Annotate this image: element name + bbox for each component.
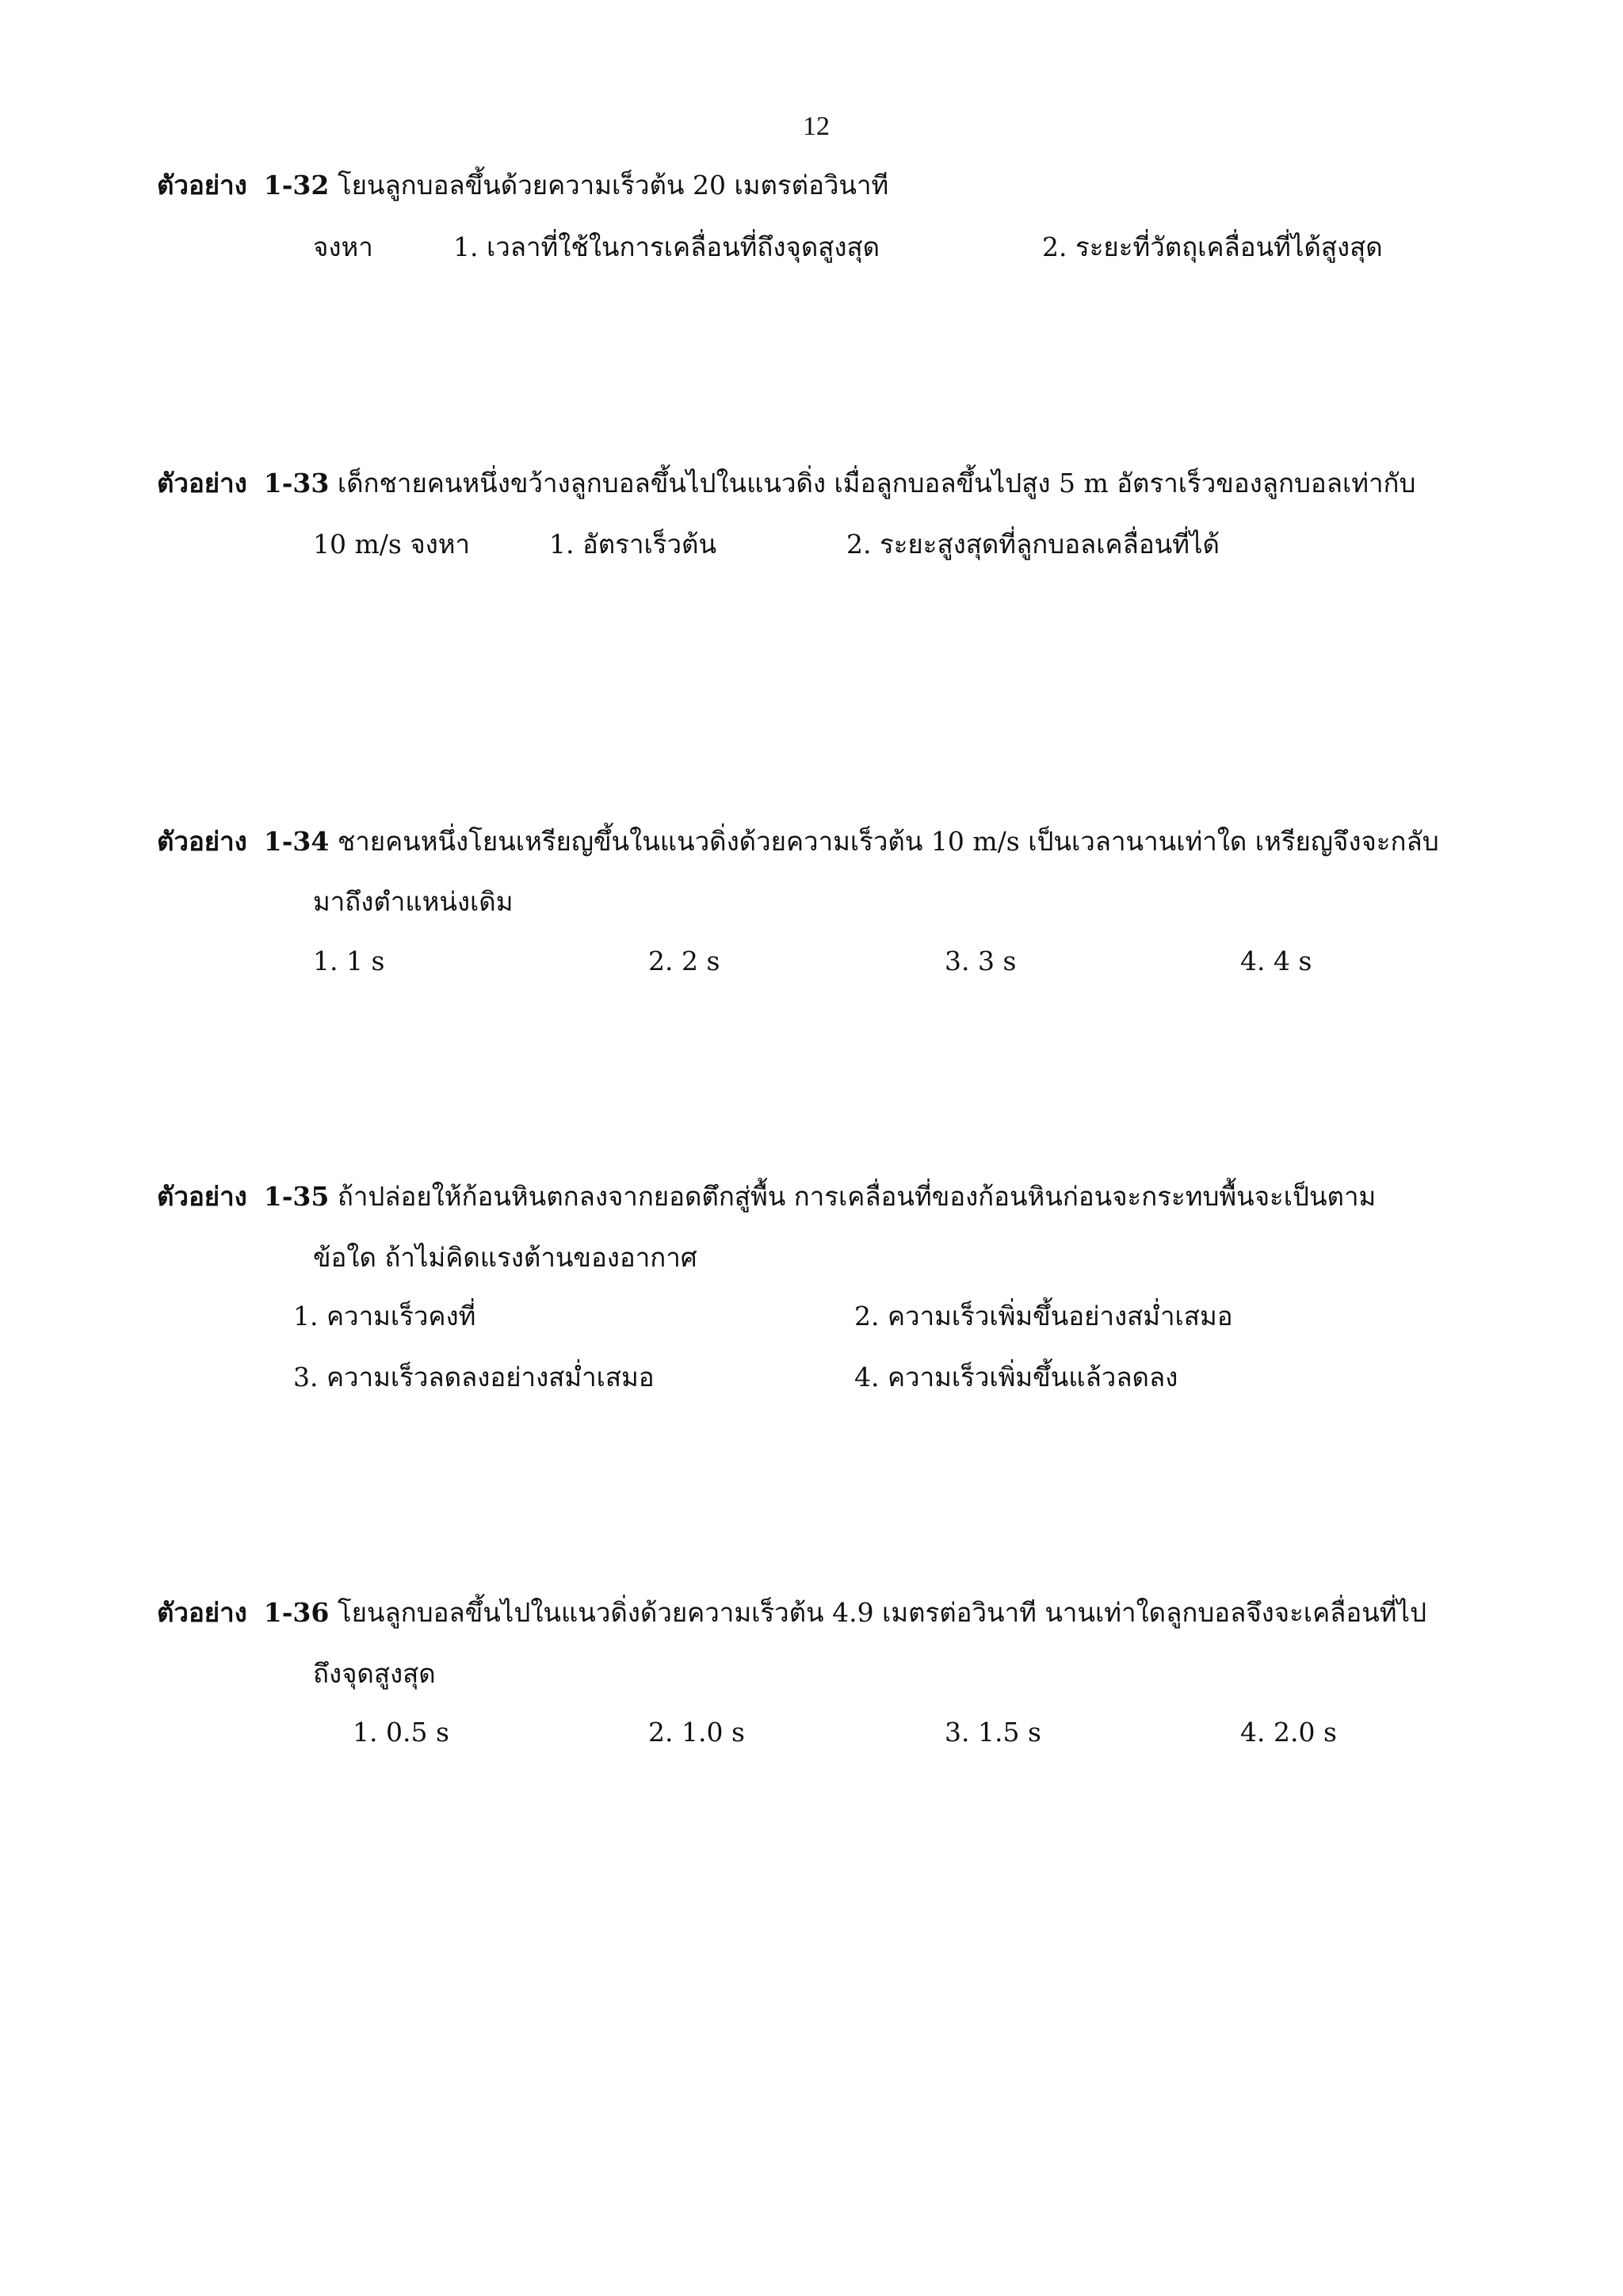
choice-2: 2. 2 s <box>648 946 720 976</box>
question-continuation: มาถึงตำแหน่งเดิม <box>313 886 514 917</box>
question-continuation: ข้อใด ถ้าไม่คิดแรงต้านของอากาศ <box>313 1242 697 1273</box>
example-number: 1-32 <box>263 170 330 201</box>
example-label: ตัวอย่าง <box>157 468 247 499</box>
example-number: 1-36 <box>263 1597 330 1628</box>
example-1-34-question <box>157 826 1439 858</box>
choice-3: 3. ความเร็วลดลงอย่างสม่ำเสมอ <box>293 1362 655 1392</box>
question-continuation: 10 m/s จงหา <box>313 529 471 560</box>
find-item-2: 2. ระยะที่วัตถุเคลื่อนที่ได้สูงสุด <box>1042 231 1383 262</box>
example-1-35-question <box>157 1181 1376 1213</box>
example-number: 1-34 <box>263 826 330 857</box>
example-label: ตัวอย่าง <box>157 170 247 201</box>
choice-2: 2. 1.0 s <box>648 1717 745 1748</box>
question-continuation: ถึงจุดสูงสุด <box>313 1658 436 1689</box>
example-number: 1-35 <box>263 1181 330 1212</box>
question-text: ถ้าปล่อยให้ก้อนหินตกลงจากยอดตึกสู่พื้น การเคลื่อนที่ของก้อนหินก่อนจะกระทบพื้นจะเป็นตาม <box>337 1181 1377 1212</box>
example-label: ตัวอย่าง <box>157 1181 247 1212</box>
choice-4: 4. 2.0 s <box>1240 1717 1337 1748</box>
choice-4: 4. 4 s <box>1240 946 1312 976</box>
find-label: จงหา <box>313 231 373 262</box>
choice-2: 2. ความเร็วเพิ่มขึ้นอย่างสม่ำเสมอ <box>854 1301 1233 1331</box>
choice-3: 3. 3 s <box>945 946 1017 976</box>
example-1-32-question <box>157 170 888 201</box>
choice-1: 1. 0.5 s <box>353 1717 449 1748</box>
question-text: โยนลูกบอลขึ้นด้วยความเร็วต้น 20 เมตรต่อวินาที <box>337 170 889 201</box>
example-number: 1-33 <box>263 468 330 499</box>
find-item-2: 2. ระยะสูงสุดที่ลูกบอลเคลื่อนที่ได้ <box>846 529 1220 560</box>
example-label: ตัวอย่าง <box>157 1597 247 1628</box>
choice-4: 4. ความเร็วเพิ่มขึ้นแล้วลดลง <box>854 1362 1178 1392</box>
example-1-36-question <box>157 1597 1426 1629</box>
page-number: 12 <box>803 112 830 141</box>
choice-3: 3. 1.5 s <box>945 1717 1041 1748</box>
find-item-1: 1. อัตราเร็วต้น <box>549 529 717 560</box>
example-1-33-question <box>157 468 1415 499</box>
choice-1: 1. 1 s <box>313 946 385 976</box>
find-item-1: 1. เวลาที่ใช้ในการเคลื่อนที่ถึงจุดสูงสุด <box>453 231 880 262</box>
question-text: เด็กชายคนหนึ่งขว้างลูกบอลขึ้นไปในแนวดิ่ง เมื่อลูกบอลขึ้นไปสูง 5 m อัตราเร็วของลูกบอลเท่ากับ <box>337 468 1416 499</box>
example-label: ตัวอย่าง <box>157 826 247 857</box>
choice-1: 1. ความเร็วคงที่ <box>293 1301 476 1331</box>
question-text: ชายคนหนึ่งโยนเหรียญขึ้นในแนวดิ่งด้วยความเร็วต้น 10 m/s เป็นเวลานานเท่าใด เหรียญจึงจะกลับ <box>337 826 1439 857</box>
question-text: โยนลูกบอลขึ้นไปในแนวดิ่งด้วยความเร็วต้น 4.9 เมตรต่อวินาที นานเท่าใดลูกบอลจึงจะเคลื่อนที่ไป <box>337 1597 1427 1628</box>
